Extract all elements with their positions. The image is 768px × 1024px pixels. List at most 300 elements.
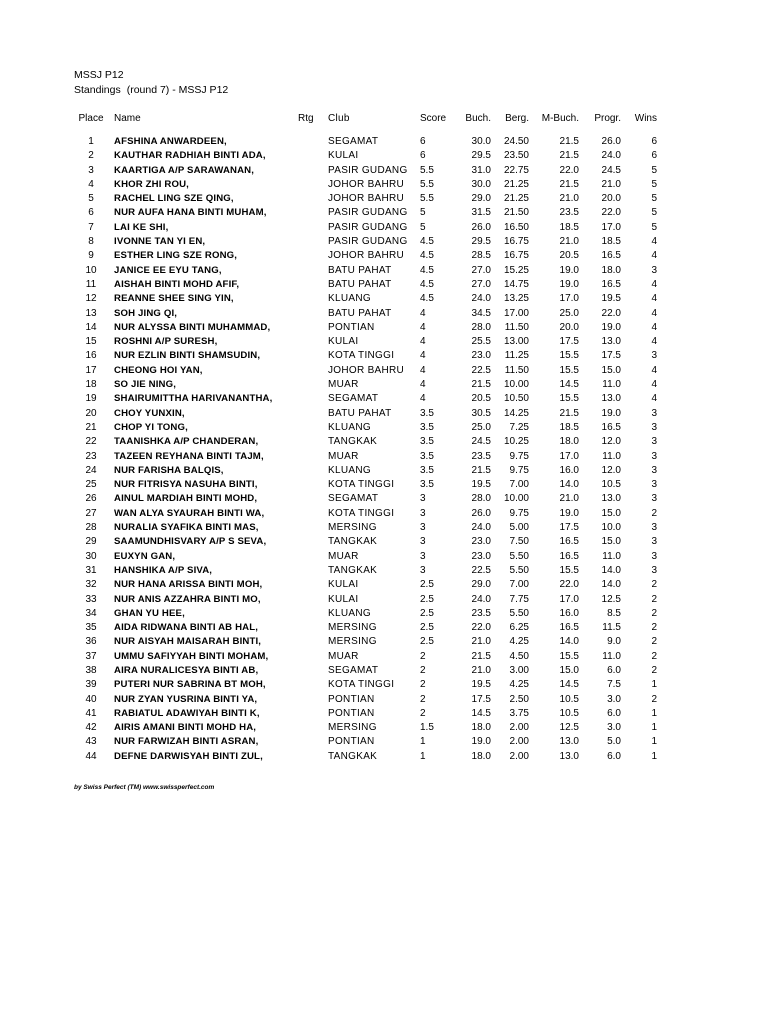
- cell-score: 3.5: [420, 407, 434, 419]
- cell-progr: 19.5: [601, 293, 621, 305]
- cell-score: 6: [420, 150, 426, 162]
- cell-mbuch: 16.0: [559, 607, 579, 619]
- cell-berg: 4.50: [509, 650, 529, 662]
- cell-rtg: [298, 621, 328, 635]
- cell-place: 32: [85, 579, 97, 591]
- cell-mbuch: 17.0: [559, 450, 579, 462]
- cell-mbuch: 16.5: [559, 622, 579, 634]
- cell-mbuch: 21.0: [559, 236, 579, 248]
- cell-name: ESTHER LING SZE RONG,: [114, 250, 238, 262]
- table-row: [68, 278, 657, 292]
- cell-progr: 24.0: [601, 150, 621, 162]
- cell-score: 1.5: [420, 722, 434, 734]
- cell-mbuch: 23.5: [559, 207, 579, 219]
- cell-wins: 2: [651, 607, 657, 619]
- cell-buch: 24.5: [471, 436, 491, 448]
- cell-progr: 6.0: [607, 750, 621, 762]
- cell-rtg: [298, 206, 328, 220]
- cell-progr: 11.0: [602, 550, 621, 562]
- header-club: Club: [328, 113, 350, 124]
- cell-score: 1: [420, 750, 426, 762]
- table-row: [68, 364, 657, 378]
- cell-mbuch: 10.5: [559, 707, 579, 719]
- cell-club: MUAR: [328, 550, 359, 562]
- header-name: Name: [114, 113, 141, 124]
- cell-berg: 3.75: [509, 707, 529, 719]
- cell-name: TAANISHKA A/P CHANDERAN,: [114, 436, 259, 448]
- cell-mbuch: 12.5: [559, 722, 579, 734]
- cell-berg: 11.50: [504, 321, 529, 333]
- cell-mbuch: 15.5: [559, 564, 579, 576]
- footer-credit: by Swiss Perfect (TM) www.swissperfect.com: [74, 784, 215, 791]
- cell-score: 3: [420, 507, 426, 519]
- cell-name: RACHEL LING SZE QING,: [114, 193, 234, 205]
- cell-score: 4: [420, 393, 426, 405]
- cell-wins: 1: [651, 736, 657, 748]
- cell-club: SEGAMAT: [328, 393, 379, 405]
- cell-wins: 3: [651, 479, 657, 491]
- cell-score: 5: [420, 221, 426, 233]
- cell-berg: 5.50: [509, 550, 529, 562]
- cell-name: NUR ALYSSA BINTI MUHAMMAD,: [114, 321, 271, 333]
- cell-buch: 30.0: [471, 178, 491, 190]
- cell-club: BATU PAHAT: [328, 407, 392, 419]
- cell-name: JANICE EE EYU TANG,: [114, 264, 222, 276]
- cell-rtg: [298, 492, 328, 506]
- cell-rtg: [298, 435, 328, 449]
- table-row: [68, 307, 657, 321]
- cell-rtg: [298, 535, 328, 549]
- cell-score: 4.5: [420, 236, 434, 248]
- cell-berg: 2.00: [509, 750, 529, 762]
- cell-place: 27: [85, 507, 97, 519]
- cell-berg: 16.50: [503, 221, 529, 233]
- cell-wins: 1: [651, 750, 657, 762]
- cell-club: KLUANG: [328, 293, 371, 305]
- table-row: [68, 593, 657, 607]
- cell-score: 2.5: [420, 607, 434, 619]
- cell-berg: 17.00: [503, 307, 529, 319]
- cell-place: 5: [88, 193, 94, 205]
- standings-body: [68, 135, 657, 764]
- cell-score: 2: [420, 664, 426, 676]
- cell-place: 18: [85, 379, 97, 391]
- cell-score: 3.5: [420, 464, 434, 476]
- table-row: [68, 335, 657, 349]
- cell-place: 29: [85, 536, 97, 548]
- cell-score: 4.5: [420, 264, 434, 276]
- cell-buch: 25.5: [471, 336, 491, 348]
- cell-club: PASIR GUDANG: [328, 164, 408, 176]
- cell-mbuch: 21.5: [559, 136, 579, 147]
- standings-table: [68, 111, 657, 764]
- cell-rtg: [298, 164, 328, 178]
- cell-wins: 4: [651, 379, 657, 391]
- cell-score: 4: [420, 321, 426, 333]
- cell-buch: 21.0: [471, 664, 491, 676]
- cell-berg: 21.50: [503, 207, 529, 219]
- cell-buch: 34.5: [471, 307, 491, 319]
- cell-place: 17: [85, 364, 97, 376]
- cell-name: AIRIS AMANI BINTI MOHD HA,: [114, 722, 257, 734]
- cell-progr: 18.5: [601, 236, 621, 248]
- cell-place: 6: [88, 207, 94, 219]
- cell-mbuch: 14.5: [559, 379, 579, 391]
- cell-name: NUR EZLIN BINTI SHAMSUDIN,: [114, 350, 261, 362]
- cell-progr: 8.5: [607, 607, 621, 619]
- subtitle-round: (round 7) - MSSJ P12: [126, 84, 229, 96]
- cell-rtg: [298, 364, 328, 378]
- cell-place: 38: [85, 664, 97, 676]
- cell-berg: 5.50: [509, 607, 529, 619]
- cell-berg: 9.75: [509, 450, 529, 462]
- cell-place: 13: [85, 307, 97, 319]
- header-score: Score: [420, 113, 447, 124]
- cell-club: PASIR GUDANG: [328, 236, 408, 248]
- subtitle-label: Standings: [74, 84, 121, 96]
- cell-mbuch: 18.0: [559, 436, 579, 448]
- table-row: [68, 392, 657, 406]
- cell-name: AIRA NURALICESYA BINTI AB,: [114, 664, 259, 676]
- cell-berg: 9.75: [509, 507, 529, 519]
- cell-berg: 10.50: [503, 393, 529, 405]
- table-row: [68, 221, 657, 235]
- cell-club: SEGAMAT: [328, 136, 379, 147]
- cell-progr: 15.0: [601, 507, 621, 519]
- table-row: [68, 564, 657, 578]
- cell-wins: 3: [651, 464, 657, 476]
- cell-mbuch: 16.5: [559, 536, 579, 548]
- cell-buch: 21.5: [471, 464, 491, 476]
- cell-place: 9: [88, 250, 94, 262]
- cell-place: 4: [88, 178, 94, 190]
- cell-club: TANGKAK: [328, 750, 378, 762]
- cell-rtg: [298, 735, 328, 749]
- cell-progr: 3.0: [607, 693, 621, 705]
- cell-wins: 3: [651, 536, 657, 548]
- cell-buch: 17.5: [471, 693, 491, 705]
- cell-score: 3: [420, 493, 426, 505]
- cell-progr: 21.0: [601, 178, 621, 190]
- cell-name: REANNE SHEE SING YIN,: [114, 293, 234, 305]
- document-subtitle: [74, 84, 228, 96]
- cell-name: WAN ALYA SYAURAH BINTI WA,: [114, 507, 265, 519]
- cell-place: 43: [85, 736, 97, 748]
- cell-place: 11: [85, 278, 97, 290]
- cell-wins: 4: [651, 293, 657, 305]
- cell-club: KULAI: [328, 150, 359, 162]
- cell-buch: 14.5: [471, 707, 491, 719]
- cell-berg: 2.00: [509, 736, 529, 748]
- cell-club: PASIR GUDANG: [328, 221, 408, 233]
- cell-rtg: [298, 221, 328, 235]
- cell-buch: 30.0: [471, 136, 491, 147]
- cell-name: LAI KE SHI,: [114, 221, 169, 233]
- cell-name: NURALIA SYAFIKA BINTI MAS,: [114, 522, 259, 534]
- table-row: [68, 149, 657, 163]
- cell-mbuch: 21.5: [559, 150, 579, 162]
- cell-name: CHEONG HOI YAN,: [114, 364, 203, 376]
- cell-wins: 2: [651, 636, 657, 648]
- cell-berg: 10.00: [503, 379, 529, 391]
- cell-progr: 6.0: [607, 707, 621, 719]
- cell-place: 39: [85, 679, 97, 691]
- cell-progr: 22.0: [601, 307, 621, 319]
- cell-berg: 15.25: [503, 264, 529, 276]
- cell-place: 14: [85, 321, 97, 333]
- cell-name: UMMU SAFIYYAH BINTI MOHAM,: [114, 650, 269, 662]
- cell-rtg: [298, 450, 328, 464]
- cell-name: NUR AUFA HANA BINTI MUHAM,: [114, 207, 267, 219]
- cell-berg: 16.75: [503, 236, 529, 248]
- cell-mbuch: 15.5: [559, 364, 579, 376]
- cell-wins: 1: [651, 722, 657, 734]
- cell-rtg: [298, 593, 328, 607]
- cell-rtg: [298, 521, 328, 535]
- cell-place: 22: [85, 436, 97, 448]
- cell-name: AISHAH BINTI MOHD AFIF,: [114, 278, 240, 290]
- cell-progr: 15.0: [601, 536, 621, 548]
- cell-buch: 19.5: [471, 479, 491, 491]
- cell-wins: 2: [651, 664, 657, 676]
- cell-wins: 2: [651, 593, 657, 605]
- cell-mbuch: 15.5: [559, 650, 579, 662]
- table-row: [68, 535, 657, 549]
- cell-berg: 2.00: [509, 722, 529, 734]
- cell-name: KAARTIGA A/P SARAWANAN,: [114, 164, 255, 176]
- cell-place: 23: [85, 450, 97, 462]
- cell-name: NUR ZYAN YUSRINA BINTI YA,: [114, 693, 258, 705]
- cell-wins: 6: [651, 150, 657, 162]
- table-row: [68, 464, 657, 478]
- cell-score: 4: [420, 350, 426, 362]
- table-row: [68, 678, 657, 692]
- cell-wins: 3: [651, 350, 657, 362]
- cell-place: 34: [85, 607, 97, 619]
- cell-club: MUAR: [328, 450, 359, 462]
- table-row: [68, 135, 657, 149]
- cell-score: 5.5: [420, 164, 434, 176]
- cell-buch: 18.0: [471, 750, 491, 762]
- cell-berg: 7.25: [509, 421, 529, 433]
- cell-place: 21: [85, 421, 97, 433]
- cell-place: 35: [85, 622, 97, 634]
- cell-buch: 24.0: [471, 593, 491, 605]
- cell-buch: 23.0: [471, 550, 491, 562]
- cell-progr: 13.0: [601, 336, 621, 348]
- cell-berg: 7.50: [509, 536, 529, 548]
- cell-berg: 21.25: [503, 193, 529, 205]
- cell-mbuch: 21.5: [559, 178, 579, 190]
- cell-buch: 28.5: [471, 250, 491, 262]
- header-berg: Berg.: [505, 113, 529, 124]
- cell-place: 15: [85, 336, 97, 348]
- cell-berg: 7.00: [509, 579, 529, 591]
- cell-score: 5.5: [420, 193, 434, 205]
- cell-berg: 14.75: [503, 278, 529, 290]
- cell-place: 20: [85, 407, 97, 419]
- cell-name: NUR ANIS AZZAHRA BINTI MO,: [114, 593, 261, 605]
- cell-rtg: [298, 635, 328, 649]
- cell-rtg: [298, 664, 328, 678]
- cell-berg: 13.25: [503, 293, 529, 305]
- table-row: [68, 435, 657, 449]
- table-row: [68, 407, 657, 421]
- table-row: [68, 578, 657, 592]
- table-row: [68, 721, 657, 735]
- table-row: [68, 249, 657, 263]
- cell-rtg: [298, 278, 328, 292]
- cell-wins: 5: [651, 164, 657, 176]
- cell-progr: 16.5: [601, 278, 621, 290]
- cell-club: BATU PAHAT: [328, 278, 392, 290]
- cell-wins: 4: [651, 236, 657, 248]
- cell-wins: 5: [651, 221, 657, 233]
- table-row: [68, 693, 657, 707]
- cell-mbuch: 25.0: [559, 307, 579, 319]
- cell-mbuch: 10.5: [559, 693, 579, 705]
- cell-wins: 2: [651, 579, 657, 591]
- cell-club: TANGKAK: [328, 436, 378, 448]
- cell-progr: 20.0: [601, 193, 621, 205]
- cell-wins: 6: [651, 136, 657, 147]
- cell-rtg: [298, 650, 328, 664]
- cell-name: IVONNE TAN YI EN,: [114, 236, 206, 248]
- cell-mbuch: 17.5: [559, 522, 579, 534]
- cell-berg: 3.00: [509, 664, 529, 676]
- cell-mbuch: 21.0: [559, 493, 579, 505]
- cell-berg: 10.00: [503, 493, 529, 505]
- cell-rtg: [298, 464, 328, 478]
- cell-wins: 3: [651, 264, 657, 276]
- cell-mbuch: 17.5: [559, 336, 579, 348]
- cell-name: AFSHINA ANWARDEEN,: [114, 136, 227, 147]
- table-row: [68, 421, 657, 435]
- cell-score: 2: [420, 707, 426, 719]
- cell-score: 2.5: [420, 579, 434, 591]
- cell-mbuch: 16.0: [559, 464, 579, 476]
- cell-name: HANSHIKA A/P SIVA,: [114, 564, 213, 576]
- cell-place: 8: [88, 236, 94, 248]
- cell-buch: 23.0: [471, 536, 491, 548]
- cell-rtg: [298, 407, 328, 421]
- cell-mbuch: 18.5: [559, 221, 579, 233]
- cell-place: 16: [85, 350, 97, 362]
- cell-wins: 4: [651, 393, 657, 405]
- cell-rtg: [298, 178, 328, 192]
- cell-club: TANGKAK: [328, 564, 378, 576]
- table-row: [68, 349, 657, 363]
- cell-berg: 22.75: [503, 164, 529, 176]
- table-row: [68, 492, 657, 506]
- cell-name: CHOP YI TONG,: [114, 421, 188, 433]
- cell-place: 3: [88, 164, 94, 176]
- cell-berg: 4.25: [509, 636, 529, 648]
- table-row: [68, 621, 657, 635]
- header-buch: Buch.: [465, 113, 491, 124]
- cell-name: PUTERI NUR SABRINA BT MOH,: [114, 679, 266, 691]
- cell-wins: 2: [651, 693, 657, 705]
- cell-club: KULAI: [328, 336, 359, 348]
- cell-buch: 30.5: [471, 407, 491, 419]
- document-title: MSSJ P12: [74, 69, 124, 81]
- cell-score: 3: [420, 522, 426, 534]
- cell-mbuch: 20.0: [559, 321, 579, 333]
- cell-berg: 21.25: [503, 178, 529, 190]
- cell-berg: 6.25: [509, 622, 529, 634]
- cell-mbuch: 19.0: [559, 278, 579, 290]
- cell-rtg: [298, 693, 328, 707]
- cell-place: 25: [85, 479, 97, 491]
- cell-progr: 13.0: [601, 393, 621, 405]
- cell-wins: 3: [651, 564, 657, 576]
- cell-name: SO JIE NING,: [114, 379, 177, 391]
- table-row: [68, 164, 657, 178]
- cell-buch: 20.5: [471, 393, 491, 405]
- table-row: [68, 292, 657, 306]
- cell-mbuch: 22.0: [559, 579, 579, 591]
- cell-score: 3.5: [420, 421, 434, 433]
- cell-rtg: [298, 135, 328, 149]
- cell-name: NUR HANA ARISSA BINTI MOH,: [114, 579, 263, 591]
- cell-progr: 12.0: [601, 436, 621, 448]
- cell-buch: 31.0: [471, 164, 491, 176]
- cell-buch: 27.0: [471, 278, 491, 290]
- cell-progr: 14.0: [601, 579, 621, 591]
- cell-mbuch: 15.5: [559, 393, 579, 405]
- cell-wins: 3: [651, 522, 657, 534]
- cell-progr: 11.5: [602, 622, 621, 634]
- cell-rtg: [298, 392, 328, 406]
- cell-rtg: [298, 707, 328, 721]
- cell-club: KOTA TINGGI: [328, 679, 395, 691]
- cell-rtg: [298, 750, 328, 764]
- cell-club: SEGAMAT: [328, 493, 379, 505]
- cell-score: 3: [420, 564, 426, 576]
- cell-score: 2: [420, 679, 426, 691]
- cell-buch: 29.0: [471, 579, 491, 591]
- cell-club: PASIR GUDANG: [328, 207, 408, 219]
- cell-score: 4: [420, 364, 426, 376]
- cell-place: 31: [85, 564, 97, 576]
- cell-place: 24: [85, 464, 97, 476]
- cell-progr: 16.5: [601, 250, 621, 262]
- cell-place: 1: [88, 136, 94, 147]
- cell-wins: 1: [651, 679, 657, 691]
- cell-mbuch: 15.0: [559, 664, 579, 676]
- cell-buch: 23.0: [471, 350, 491, 362]
- cell-buch: 26.0: [471, 507, 491, 519]
- cell-progr: 18.0: [601, 264, 621, 276]
- cell-score: 5: [420, 207, 426, 219]
- cell-score: 4.5: [420, 278, 434, 290]
- cell-progr: 14.0: [601, 564, 621, 576]
- cell-rtg: [298, 564, 328, 578]
- cell-mbuch: 22.0: [559, 164, 579, 176]
- cell-rtg: [298, 349, 328, 363]
- cell-name: AINUL MARDIAH BINTI MOHD,: [114, 493, 258, 505]
- cell-progr: 26.0: [601, 136, 621, 147]
- cell-club: MERSING: [328, 622, 377, 634]
- cell-place: 41: [85, 707, 97, 719]
- cell-place: 36: [85, 636, 97, 648]
- cell-name: NUR FARISHA BALQIS,: [114, 464, 224, 476]
- cell-score: 5.5: [420, 178, 434, 190]
- cell-name: AIDA RIDWANA BINTI AB HAL,: [114, 622, 259, 634]
- cell-mbuch: 13.0: [559, 736, 579, 748]
- cell-berg: 5.00: [509, 522, 529, 534]
- cell-wins: 3: [651, 421, 657, 433]
